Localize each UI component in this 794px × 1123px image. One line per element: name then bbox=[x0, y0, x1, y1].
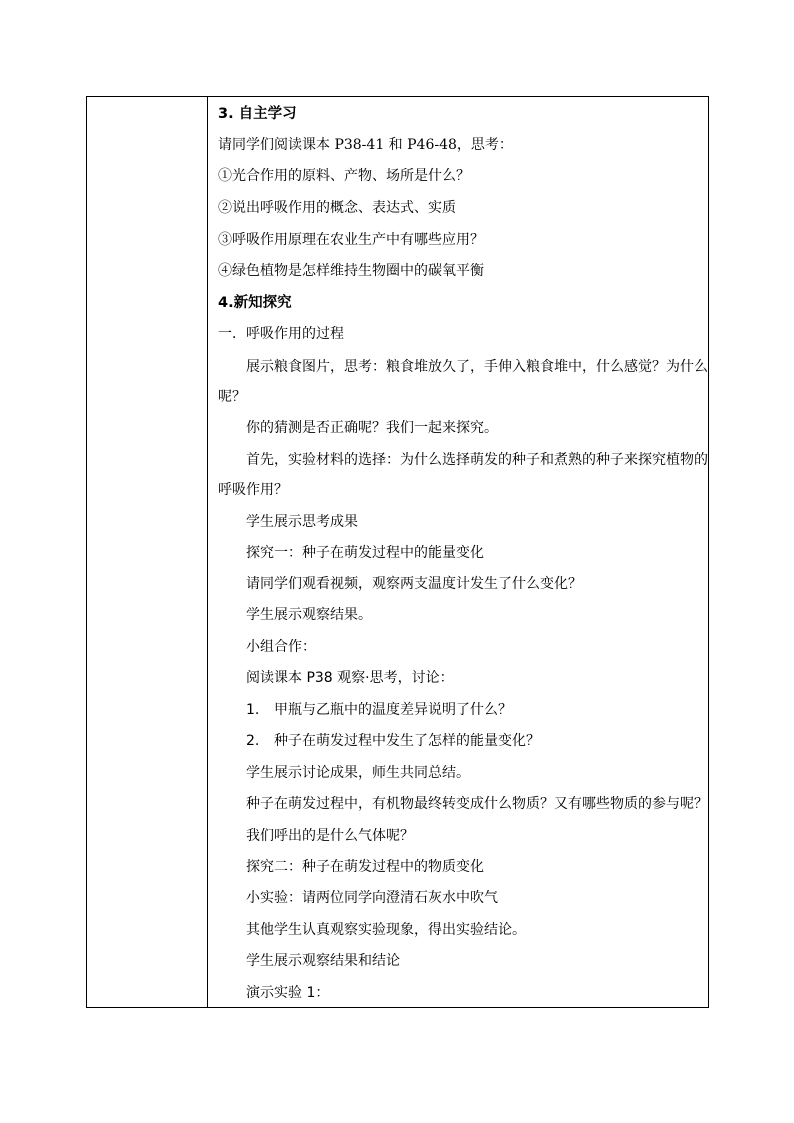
discussion-text: 种子在萌发过程中发生了怎样的能量变化？ bbox=[274, 733, 540, 749]
question-item: ④绿色植物是怎样维持生物圈中的碳氧平衡 bbox=[218, 263, 484, 279]
section4-subheading: 一．呼吸作用的过程 bbox=[218, 326, 344, 342]
show-observation: 学生展示观察结果。 bbox=[246, 607, 372, 623]
paragraph-material-cont: 呼吸作用？ bbox=[218, 482, 288, 498]
discussion-text: 甲瓶与乙瓶中的温度差异说明了什么？ bbox=[274, 702, 512, 718]
explore1-title: 探究一：种子在萌发过程中的能量变化 bbox=[246, 545, 484, 561]
right-column-cell bbox=[208, 97, 708, 1007]
paragraph-material: 首先，实验材料的选择：为什么选择萌发的种子和煮熟的种子来探究植物的 bbox=[246, 452, 708, 468]
discussion-number: 1. bbox=[246, 702, 260, 718]
paragraph-grain: 展示粮食图片，思考：粮食堆放久了，手伸入粮食堆中，什么感觉？为什么 bbox=[246, 359, 708, 375]
demo-experiment-1: 演示实验 1： bbox=[246, 985, 330, 1001]
question-item: ③呼吸作用原理在农业生产中有哪些应用？ bbox=[218, 232, 484, 248]
show-results: 学生展示观察结果和结论 bbox=[246, 953, 400, 969]
left-column-cell bbox=[87, 97, 208, 1007]
section3-heading: 3. 自主学习 bbox=[218, 106, 297, 122]
question-gas: 我们呼出的是什么气体呢？ bbox=[246, 828, 414, 844]
paragraph-grain-cont: 呢？ bbox=[218, 389, 246, 405]
others-observe: 其他学生认真观察实验现象，得出实验结论。 bbox=[246, 922, 526, 938]
explore2-title: 探究二：种子在萌发过程中的物质变化 bbox=[246, 859, 484, 875]
watch-video: 请同学们观看视频，观察两支温度计发生了什么变化？ bbox=[246, 576, 582, 592]
group-work: 小组合作： bbox=[246, 639, 316, 655]
summary: 学生展示讨论成果，师生共同总结。 bbox=[246, 765, 470, 781]
question-matter: 种子在萌发过程中，有机物最终转变成什么物质？又有哪些物质的参与呢？ bbox=[246, 796, 708, 812]
question-item: ①光合作用的原料、产物、场所是什么？ bbox=[218, 168, 470, 184]
show-thoughts: 学生展示思考成果 bbox=[246, 514, 358, 530]
lesson-plan-table bbox=[86, 96, 709, 1008]
paragraph-guess: 你的猜测是否正确呢？我们一起来探究。 bbox=[246, 420, 498, 436]
discussion-number: 2. bbox=[246, 733, 260, 749]
discussion-item bbox=[246, 731, 540, 751]
section4-heading: 4.新知探究 bbox=[218, 295, 292, 311]
mini-experiment: 小实验：请两位同学向澄清石灰水中吹气 bbox=[246, 890, 498, 906]
section3-intro: 请同学们阅读课本 P38-41 和 P46-48，思考： bbox=[218, 137, 513, 153]
read-book: 阅读课本 P38 观察·思考，讨论： bbox=[246, 670, 454, 686]
discussion-item bbox=[246, 700, 512, 720]
question-item: ②说出呼吸作用的概念、表达式、实质 bbox=[218, 200, 456, 216]
